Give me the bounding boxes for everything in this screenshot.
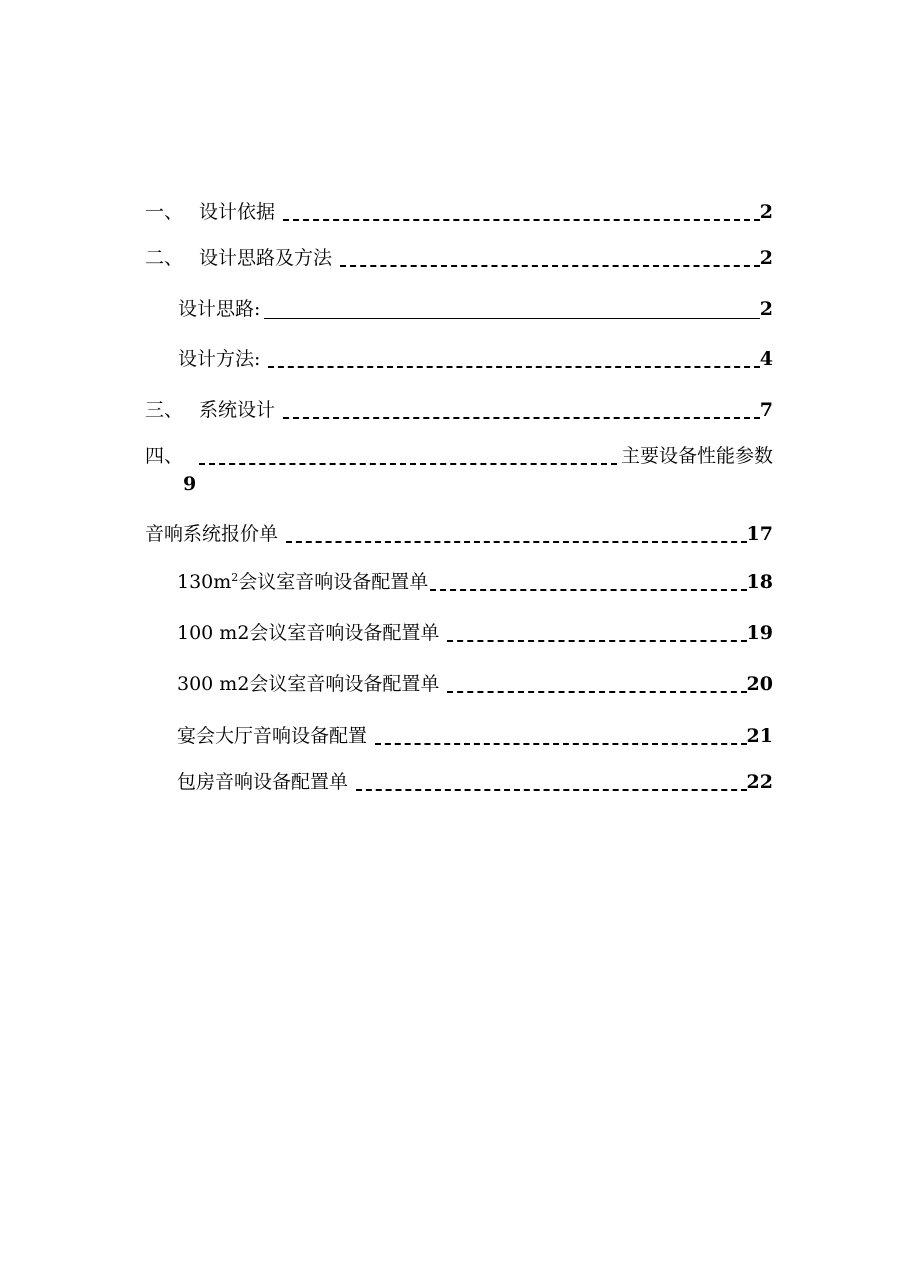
toc-entry-page: 21 bbox=[746, 725, 773, 747]
toc-leader-dashes bbox=[283, 417, 760, 419]
toc-leader-dashes bbox=[447, 640, 746, 642]
toc-entry-label: 主要设备性能参数 bbox=[620, 445, 773, 467]
toc-entry-design-basis[interactable] bbox=[145, 200, 773, 224]
toc-leader-dashes bbox=[268, 366, 759, 368]
toc-leader-dashes bbox=[199, 463, 617, 465]
toc-leader-dashes bbox=[375, 743, 747, 745]
toc-leader-dashes bbox=[286, 541, 747, 543]
toc-leader-dashes bbox=[356, 789, 747, 791]
toc-entry-quotation[interactable] bbox=[145, 522, 773, 546]
toc-entry-system-design[interactable] bbox=[145, 398, 773, 422]
toc-entry-label: 设计思路及方法 bbox=[199, 247, 333, 269]
toc-entry-label: 设计依据 bbox=[199, 201, 276, 223]
toc-entry-number: 四、 bbox=[145, 445, 184, 467]
toc-entry-300m2-room[interactable] bbox=[177, 672, 773, 696]
toc-leader-dashes bbox=[283, 219, 760, 221]
toc-entry-equipment-parameters[interactable] bbox=[145, 444, 773, 468]
toc-entry-label: $130m^2$会议室音响设备配置单 bbox=[177, 571, 429, 593]
toc-entry-page: 17 bbox=[746, 523, 773, 545]
toc-entry-page: 7 bbox=[759, 399, 773, 421]
toc-leader-dashes bbox=[430, 589, 746, 591]
toc-entry-design-thinking[interactable] bbox=[178, 297, 773, 321]
toc-entry-number: 一、 bbox=[145, 201, 184, 223]
toc-entry-private-room[interactable] bbox=[177, 770, 773, 794]
toc-entry-page: 18 bbox=[746, 571, 773, 593]
toc-entry-label: 包房音响设备配置单 bbox=[177, 771, 349, 793]
toc-entry-page: 4 bbox=[759, 348, 773, 370]
toc-entry-label: 音响系统报价单 bbox=[145, 523, 279, 545]
toc-entry-130m2-room[interactable] bbox=[177, 570, 773, 594]
toc-entry-page: 19 bbox=[746, 622, 773, 644]
toc-leader-dashes bbox=[447, 691, 746, 693]
toc-entry-page: 20 bbox=[746, 673, 773, 695]
toc-entry-label: 设计思路: bbox=[178, 298, 261, 320]
toc-entry-label: 系统设计 bbox=[199, 399, 276, 421]
toc-entry-banquet-hall[interactable] bbox=[177, 724, 773, 748]
toc-entry-page: 2 bbox=[759, 201, 773, 223]
toc-entry-number: 三、 bbox=[145, 399, 184, 421]
toc-leader-dashes bbox=[340, 265, 760, 267]
toc-entry-100m2-room[interactable] bbox=[177, 621, 773, 645]
toc-entry-label: 宴会大厅音响设备配置 bbox=[177, 725, 368, 747]
toc-entry-number: 二、 bbox=[145, 247, 184, 269]
toc-entry-label: 300 m2会议室音响设备配置单 bbox=[177, 673, 440, 695]
toc-entry-page: 9 bbox=[183, 473, 197, 495]
toc-entry-label: 设计方法: bbox=[178, 348, 261, 370]
toc-leader-line bbox=[264, 318, 759, 319]
toc-entry-label: 100 m2会议室音响设备配置单 bbox=[177, 622, 440, 644]
toc-entry-design-approach[interactable] bbox=[145, 246, 773, 270]
toc-entry-page: 2 bbox=[759, 247, 773, 269]
toc-entry-page: 2 bbox=[759, 298, 773, 320]
toc-entry-page: 22 bbox=[746, 771, 773, 793]
toc-entry-design-method[interactable] bbox=[178, 347, 773, 371]
